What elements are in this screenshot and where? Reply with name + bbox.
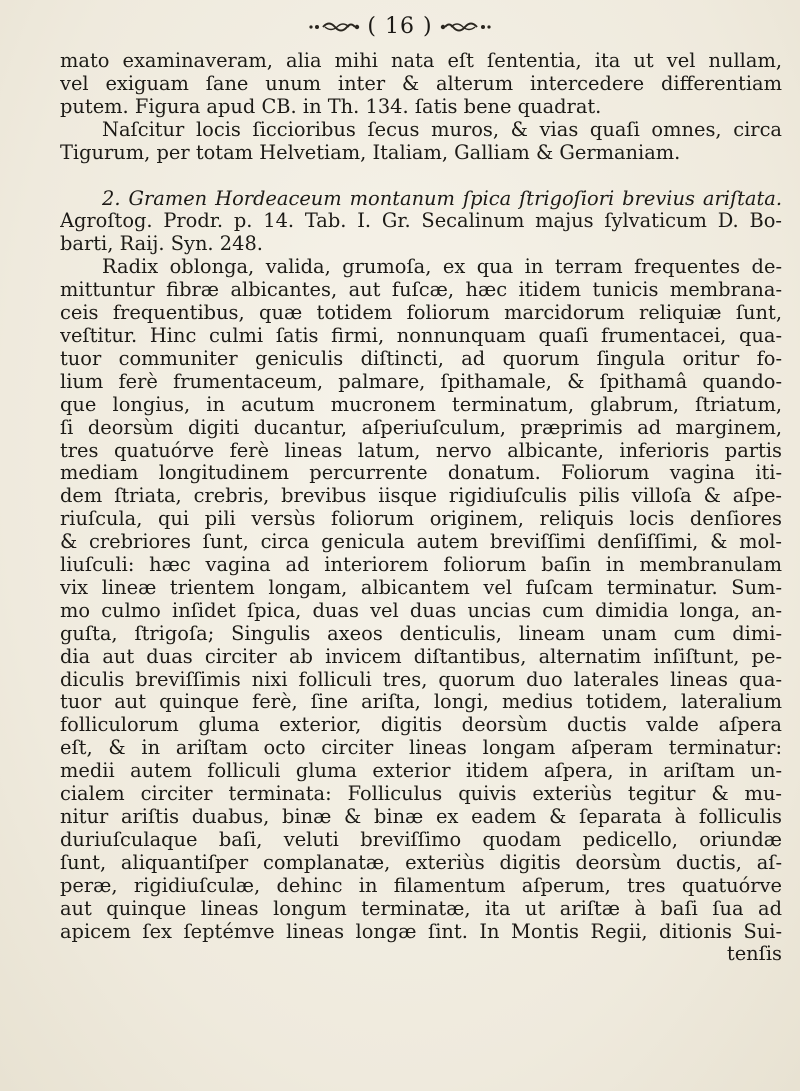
text-line: tres quatuórve ferè lineas latum, nervo albicante, inferioris partis (60, 439, 782, 462)
text-line: Radix oblonga, valida, grumoſa, ex qua in terram frequentes de- (102, 256, 782, 279)
text-line: tuor communiter geniculis diſtincti, ad quorum ſingula oritur fo- (60, 347, 782, 370)
text-line: mediam longitudinem percurrente donatum. Foliorum vagina iti- (60, 462, 782, 485)
text-line: putem. Figura apud CB. in Th. 134. ſatis bene quadrat. (60, 95, 602, 118)
text-line: medii autem folliculi gluma exterior itidem aſpera, in ariſtam un- (60, 760, 782, 783)
text-line: barti, Raij. Syn. 248. (60, 233, 263, 256)
text-line: & crebriores ſunt, circa genicula autem breviſſimi denſiſſimi, & mol- (60, 531, 782, 554)
text-line: guſta, ſtrigoſa; Singulis axeos denticulis, lineam unam cum dimi- (60, 622, 782, 645)
paragraph-gramen-hordeaceum (60, 188, 782, 967)
text-line: vel exiguam ſane unum inter & alterum intercedere differentiam (60, 72, 782, 95)
text-line: Tigurum, per totam Helvetiam, Italiam, Galliam & Germaniam. (60, 141, 681, 164)
text-line: ſi deorsùm digiti ducantur, aſperiuſculum, præprimis ad marginem, (60, 416, 782, 439)
text-line: riuſcula, qui pili versùs foliorum originem, reliquis locis denſiores (60, 508, 782, 531)
paragraph-habitat (60, 50, 782, 165)
text-line: dem ſtriata, crebris, brevibus iisque rigidiuſculis pilis villoſa & aſpe- (60, 485, 782, 508)
text-line: que longius, in acutum mucronem terminatum, glabrum, ſtriatum, (60, 393, 782, 416)
text-line: ſunt, aliquantiſper complanatæ, exteriùs digitis deorsùm ductis, aſ- (60, 851, 782, 874)
left-ornament-icon (305, 17, 361, 35)
text-line: eſt, & in ariſtam octo circiter lineas longam aſperam terminatur: (60, 737, 782, 760)
text-line: tuor aut quinque ferè, ſine ariſta, longi, medius totidem, lateralium (60, 691, 782, 714)
text-line: cialem circiter terminata: Folliculus quivis exteriùs tegitur & mu- (60, 783, 782, 806)
text-line: diculis breviſſimis nixi folliculi tres, quorum duo laterales lineas qua- (60, 668, 782, 691)
text-line: folliculorum gluma exterior, digitis deorsùm ductis valde aſpera (60, 714, 782, 737)
text-line: Agroſtog. Prodr. p. 14. Tab. I. Gr. Secalinum majus ſylvaticum D. Bo- (60, 210, 782, 233)
text-line: aut quinque lineas longum terminatæ, ita ut ariſtæ à baſi ſua ad (60, 897, 782, 920)
text-line: 2. Gramen Hordeaceum montanum ſpica ſtrigoſiori brevius ariſtata. (102, 187, 782, 210)
text-line: peræ, rigidiuſculæ, dehinc in filamentum aſperum, tres quatuórve (60, 874, 782, 897)
right-ornament-icon (439, 17, 495, 35)
paragraph-gap (60, 165, 782, 188)
text-line: apicem ſex ſeptémve lineas longæ ſint. In Montis Regii, ditionis Sui- (60, 920, 782, 943)
text-line: ceis frequentibus, quæ totidem foliorum marcidorum reliquiæ ſunt, (60, 302, 782, 325)
text-line: duriuſculaque baſi, veluti breviſſimo quodam pedicello, oriundæ (60, 828, 782, 851)
text-line: mo culmo inſidet ſpica, duas vel duas uncias cum dimidia longa, an- (60, 599, 782, 622)
page-header (0, 8, 800, 44)
text-line: nitur ariſtis duabus, binæ & binæ ex eadem & ſeparata à folliculis (60, 806, 782, 828)
text-line: veſtitur. Hinc culmi ſatis firmi, nonnunquam quaſi frumentacei, qua- (60, 324, 782, 347)
text-line: lium ferè frumentaceum, palmare, ſpithamale, & ſpithamâ quando- (60, 370, 782, 393)
text-line: Naſcitur locis ſiccioribus ſecus muros, & vias quaſi omnes, circa (102, 118, 782, 141)
text-line: dia aut duas circiter ab invicem diſtantibus, alternatim inſiſtunt, pe- (60, 645, 782, 668)
text-line: vix lineæ trientem longam, albicantem vel fuſcam terminatur. Sum- (60, 576, 782, 599)
text-line: mittuntur fibræ albicantes, aut fuſcæ, hæc itidem tunicis membrana- (60, 279, 782, 302)
text-line: tenſis (726, 943, 782, 966)
body-text (60, 50, 782, 966)
text-line: liuſculi: hæc vagina ad interiorem foliorum baſin in membranulam (60, 554, 782, 577)
page-number: ( 16 ) (367, 13, 433, 39)
text-line: mato examinaveram, alia mihi nata eſt ſententia, ita ut vel nullam, (60, 50, 782, 72)
